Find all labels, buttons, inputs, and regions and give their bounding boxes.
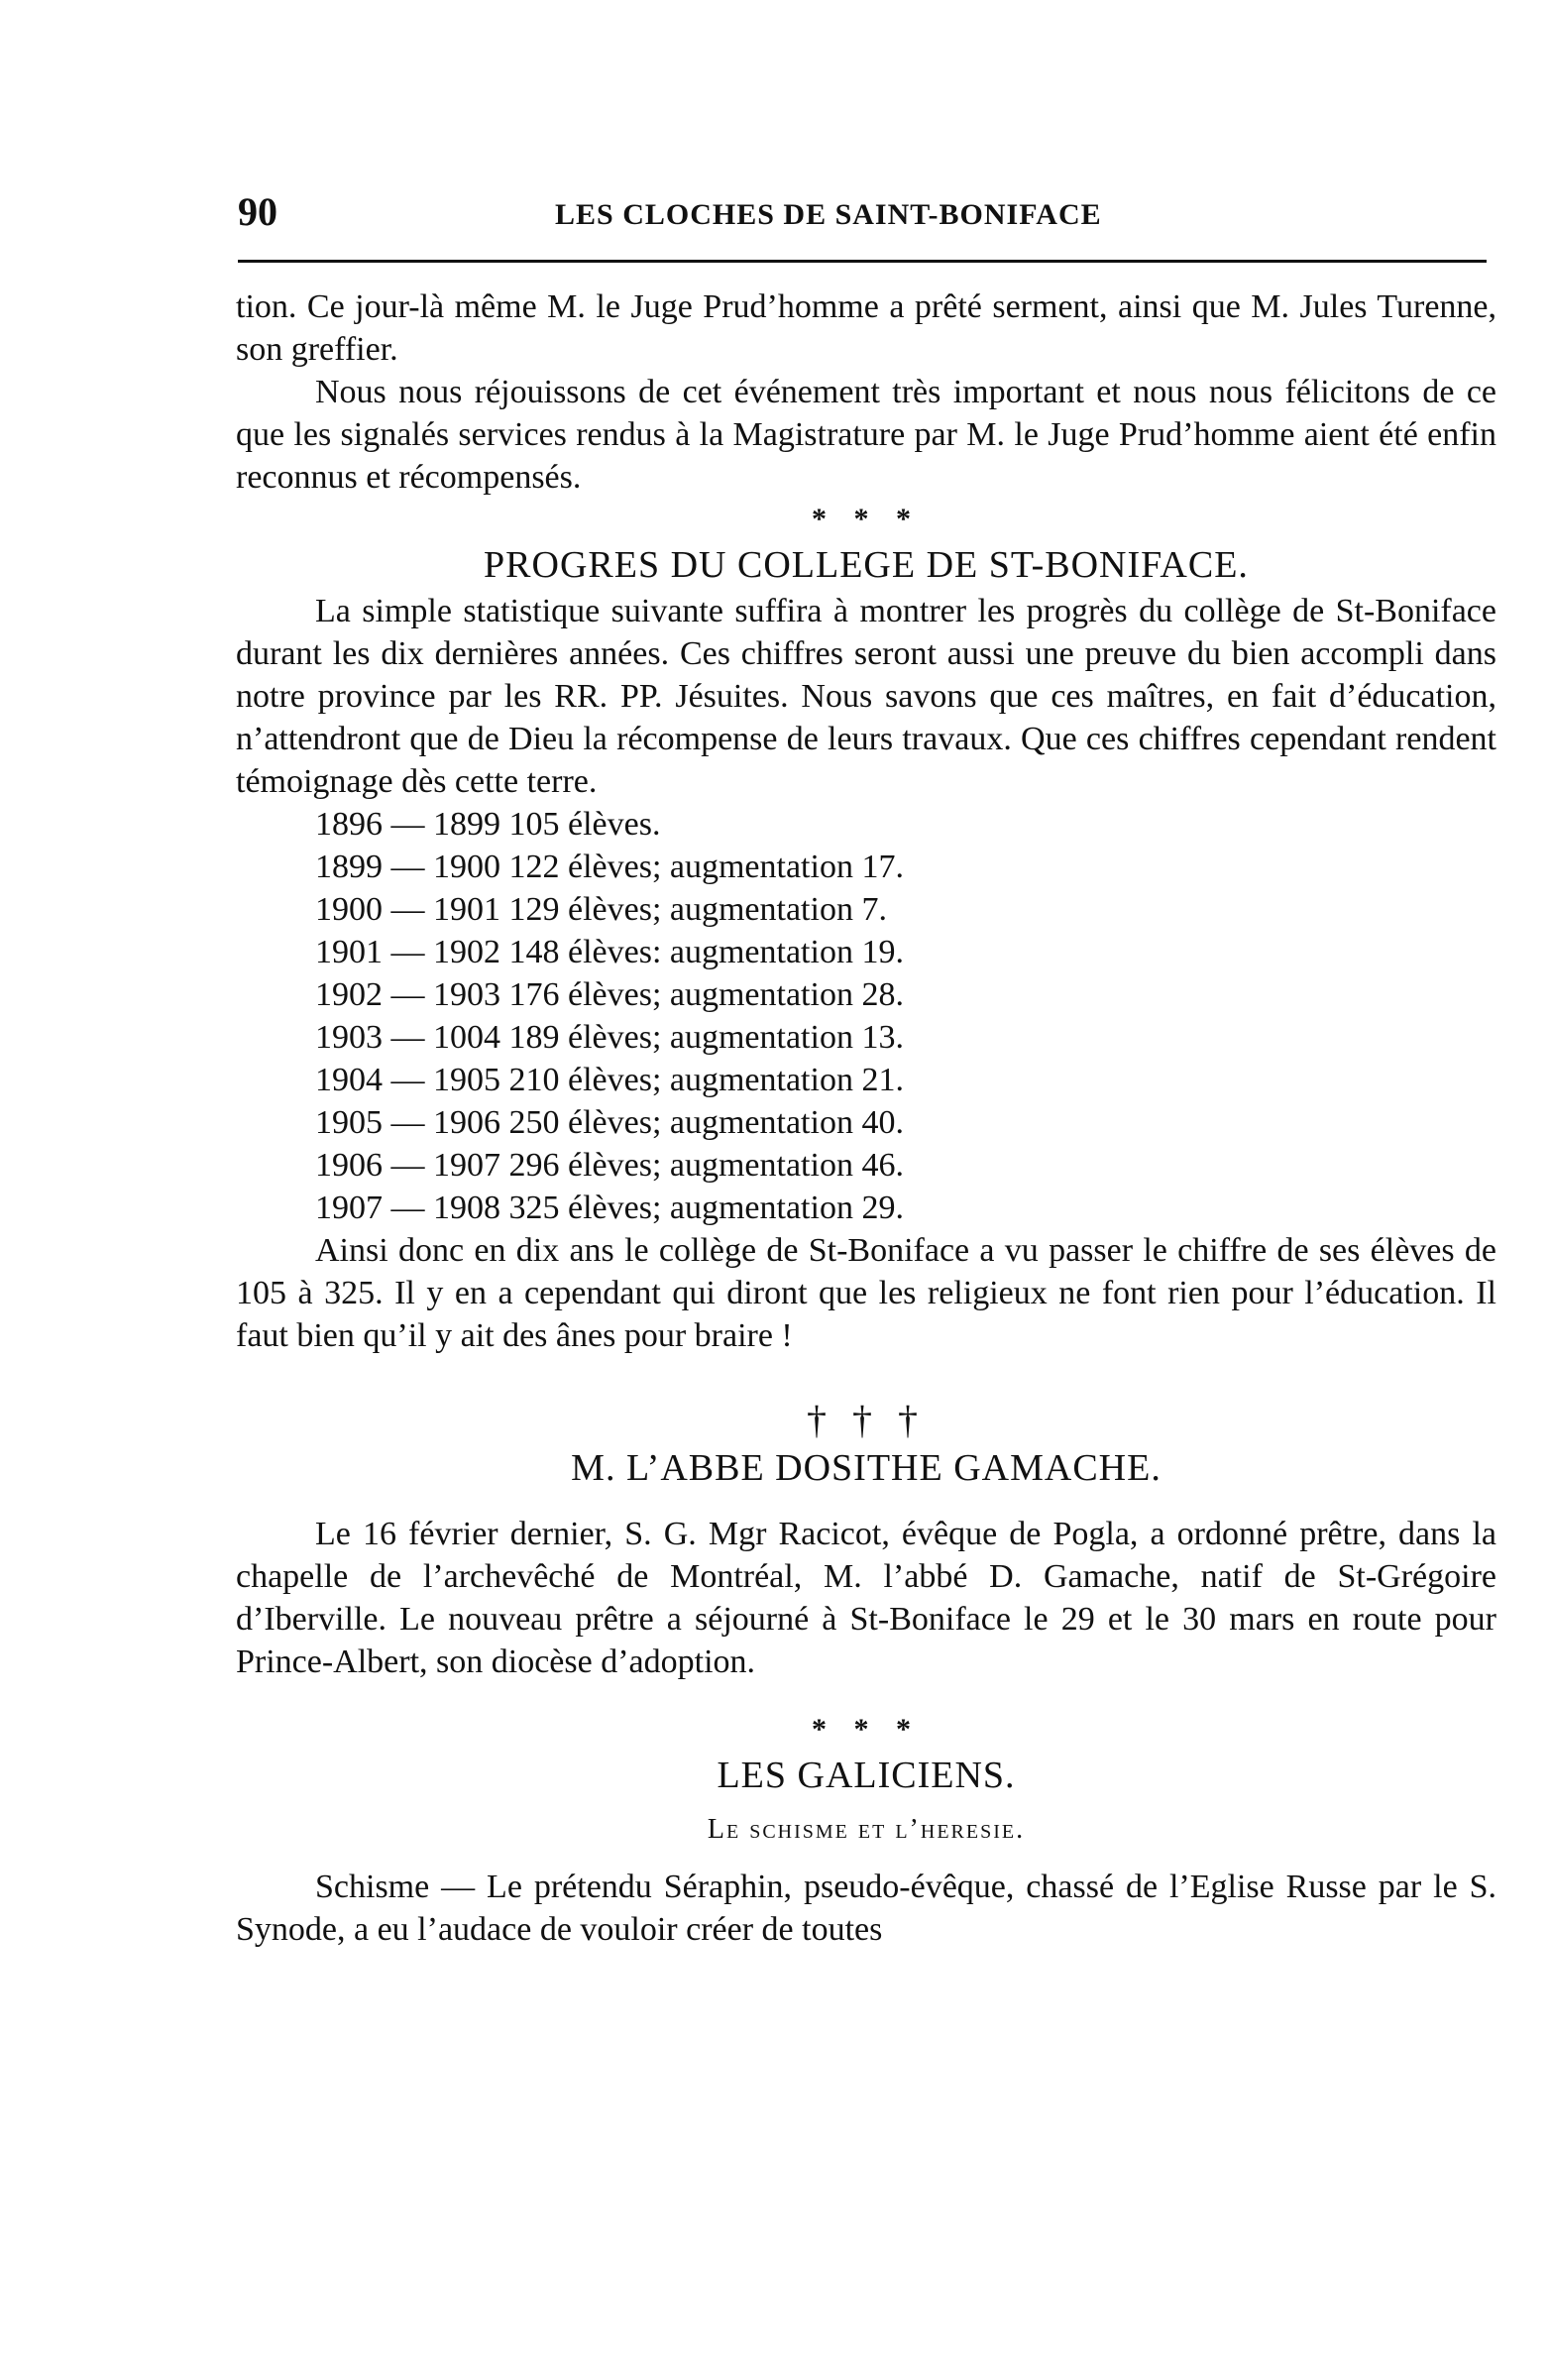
stat-line: 1899 — 1900 122 élèves; augmentation 17. bbox=[315, 849, 904, 885]
gamache-paragraph: Le 16 février dernier, S. G. Mgr Racicot, évêque de Pogla, a ordonné prêtre, dans la chapelle de l’archevêché de Montréal, M. l’abbé D. Gamache, natif de St-Grégoire d’Iberville. Le nouveau prêtre a séjourné à St-Boniface le 29 et le 30 mars en route pour Prince-Albert, son diocèse d’adoption. bbox=[236, 1516, 1496, 1680]
section-divider-stars: * * * bbox=[812, 503, 921, 535]
gamache-section-title: M. L’ABBE DOSITHE GAMACHE. bbox=[571, 1447, 1162, 1489]
stat-line: 1907 — 1908 325 élèves; augmentation 29. bbox=[315, 1190, 904, 1226]
stat-line: 1900 — 1901 129 élèves; augmentation 7. bbox=[315, 891, 887, 928]
galiciens-section-title: LES GALICIENS. bbox=[717, 1755, 1016, 1796]
college-section-title: PROGRES DU COLLEGE DE ST-BONIFACE. bbox=[484, 544, 1249, 586]
page-body bbox=[236, 285, 1496, 1951]
enrollment-statistics-list bbox=[315, 803, 1496, 1229]
stat-line: 1902 — 1903 176 élèves; augmentation 28. bbox=[315, 976, 904, 1013]
intro-paragraph-1: tion. Ce jour-là même M. le Juge Prud’homme a prêté serment, ainsi que M. Jules Turenne, son greffier. bbox=[236, 288, 1496, 368]
section-divider-crosses: † † † bbox=[807, 1398, 926, 1442]
running-title: LES CLOCHES DE SAINT-BONIFACE bbox=[555, 198, 1102, 231]
stat-line: 1903 — 1004 189 élèves; augmentation 13. bbox=[315, 1019, 904, 1056]
intro-paragraph-2: Nous nous réjouissons de cet événement très important et nous nous félicitons de ce que les signalés services rendus à la Magistrature par M. le Juge Prud’homme aient été enfin reconnus et récompensés. bbox=[236, 374, 1496, 496]
section-divider-stars-2: * * * bbox=[812, 1713, 921, 1746]
college-paragraph-2: Ainsi donc en dix ans le collège de St-Boniface a vu passer le chiffre de ses élèves de 105 à 325. Il y en a cependant qui diront que les religieux ne font rien pour l’éducation. Il faut bien qu’il y ait des ânes pour braire ! bbox=[236, 1232, 1496, 1354]
stat-line: 1906 — 1907 296 élèves; augmentation 46. bbox=[315, 1147, 904, 1184]
stat-line: 1896 — 1899 105 élèves. bbox=[315, 806, 661, 843]
page-number: 90 bbox=[238, 189, 277, 234]
header-rule bbox=[238, 260, 1487, 263]
galiciens-subtitle: Le schisme et l’heresie. bbox=[707, 1814, 1026, 1845]
page-header bbox=[238, 188, 1487, 248]
stat-line: 1905 — 1906 250 élèves; augmentation 40. bbox=[315, 1104, 904, 1141]
college-paragraph-1: La simple statistique suivante suffira à montrer les progrès du collège de St-Boniface durant les dix dernières années. Ces chiffres seront aussi une preuve du bien accompli dans notre province par les RR. PP. Jésuites. Nous savons que ces maîtres, en fait d’éducation, n’attendront que de Dieu la récompense de leurs travaux. Que ces chiffres cependant rendent témoignage dès cette terre. bbox=[236, 593, 1496, 800]
galiciens-paragraph: Schisme — Le prétendu Séraphin, pseudo-évêque, chassé de l’Eglise Russe par le S. Synode, a eu l’audace de vouloir créer de toutes bbox=[236, 1869, 1496, 1948]
stat-line: 1904 — 1905 210 élèves; augmentation 21. bbox=[315, 1062, 904, 1098]
stat-line: 1901 — 1902 148 élèves: augmentation 19. bbox=[315, 934, 904, 970]
